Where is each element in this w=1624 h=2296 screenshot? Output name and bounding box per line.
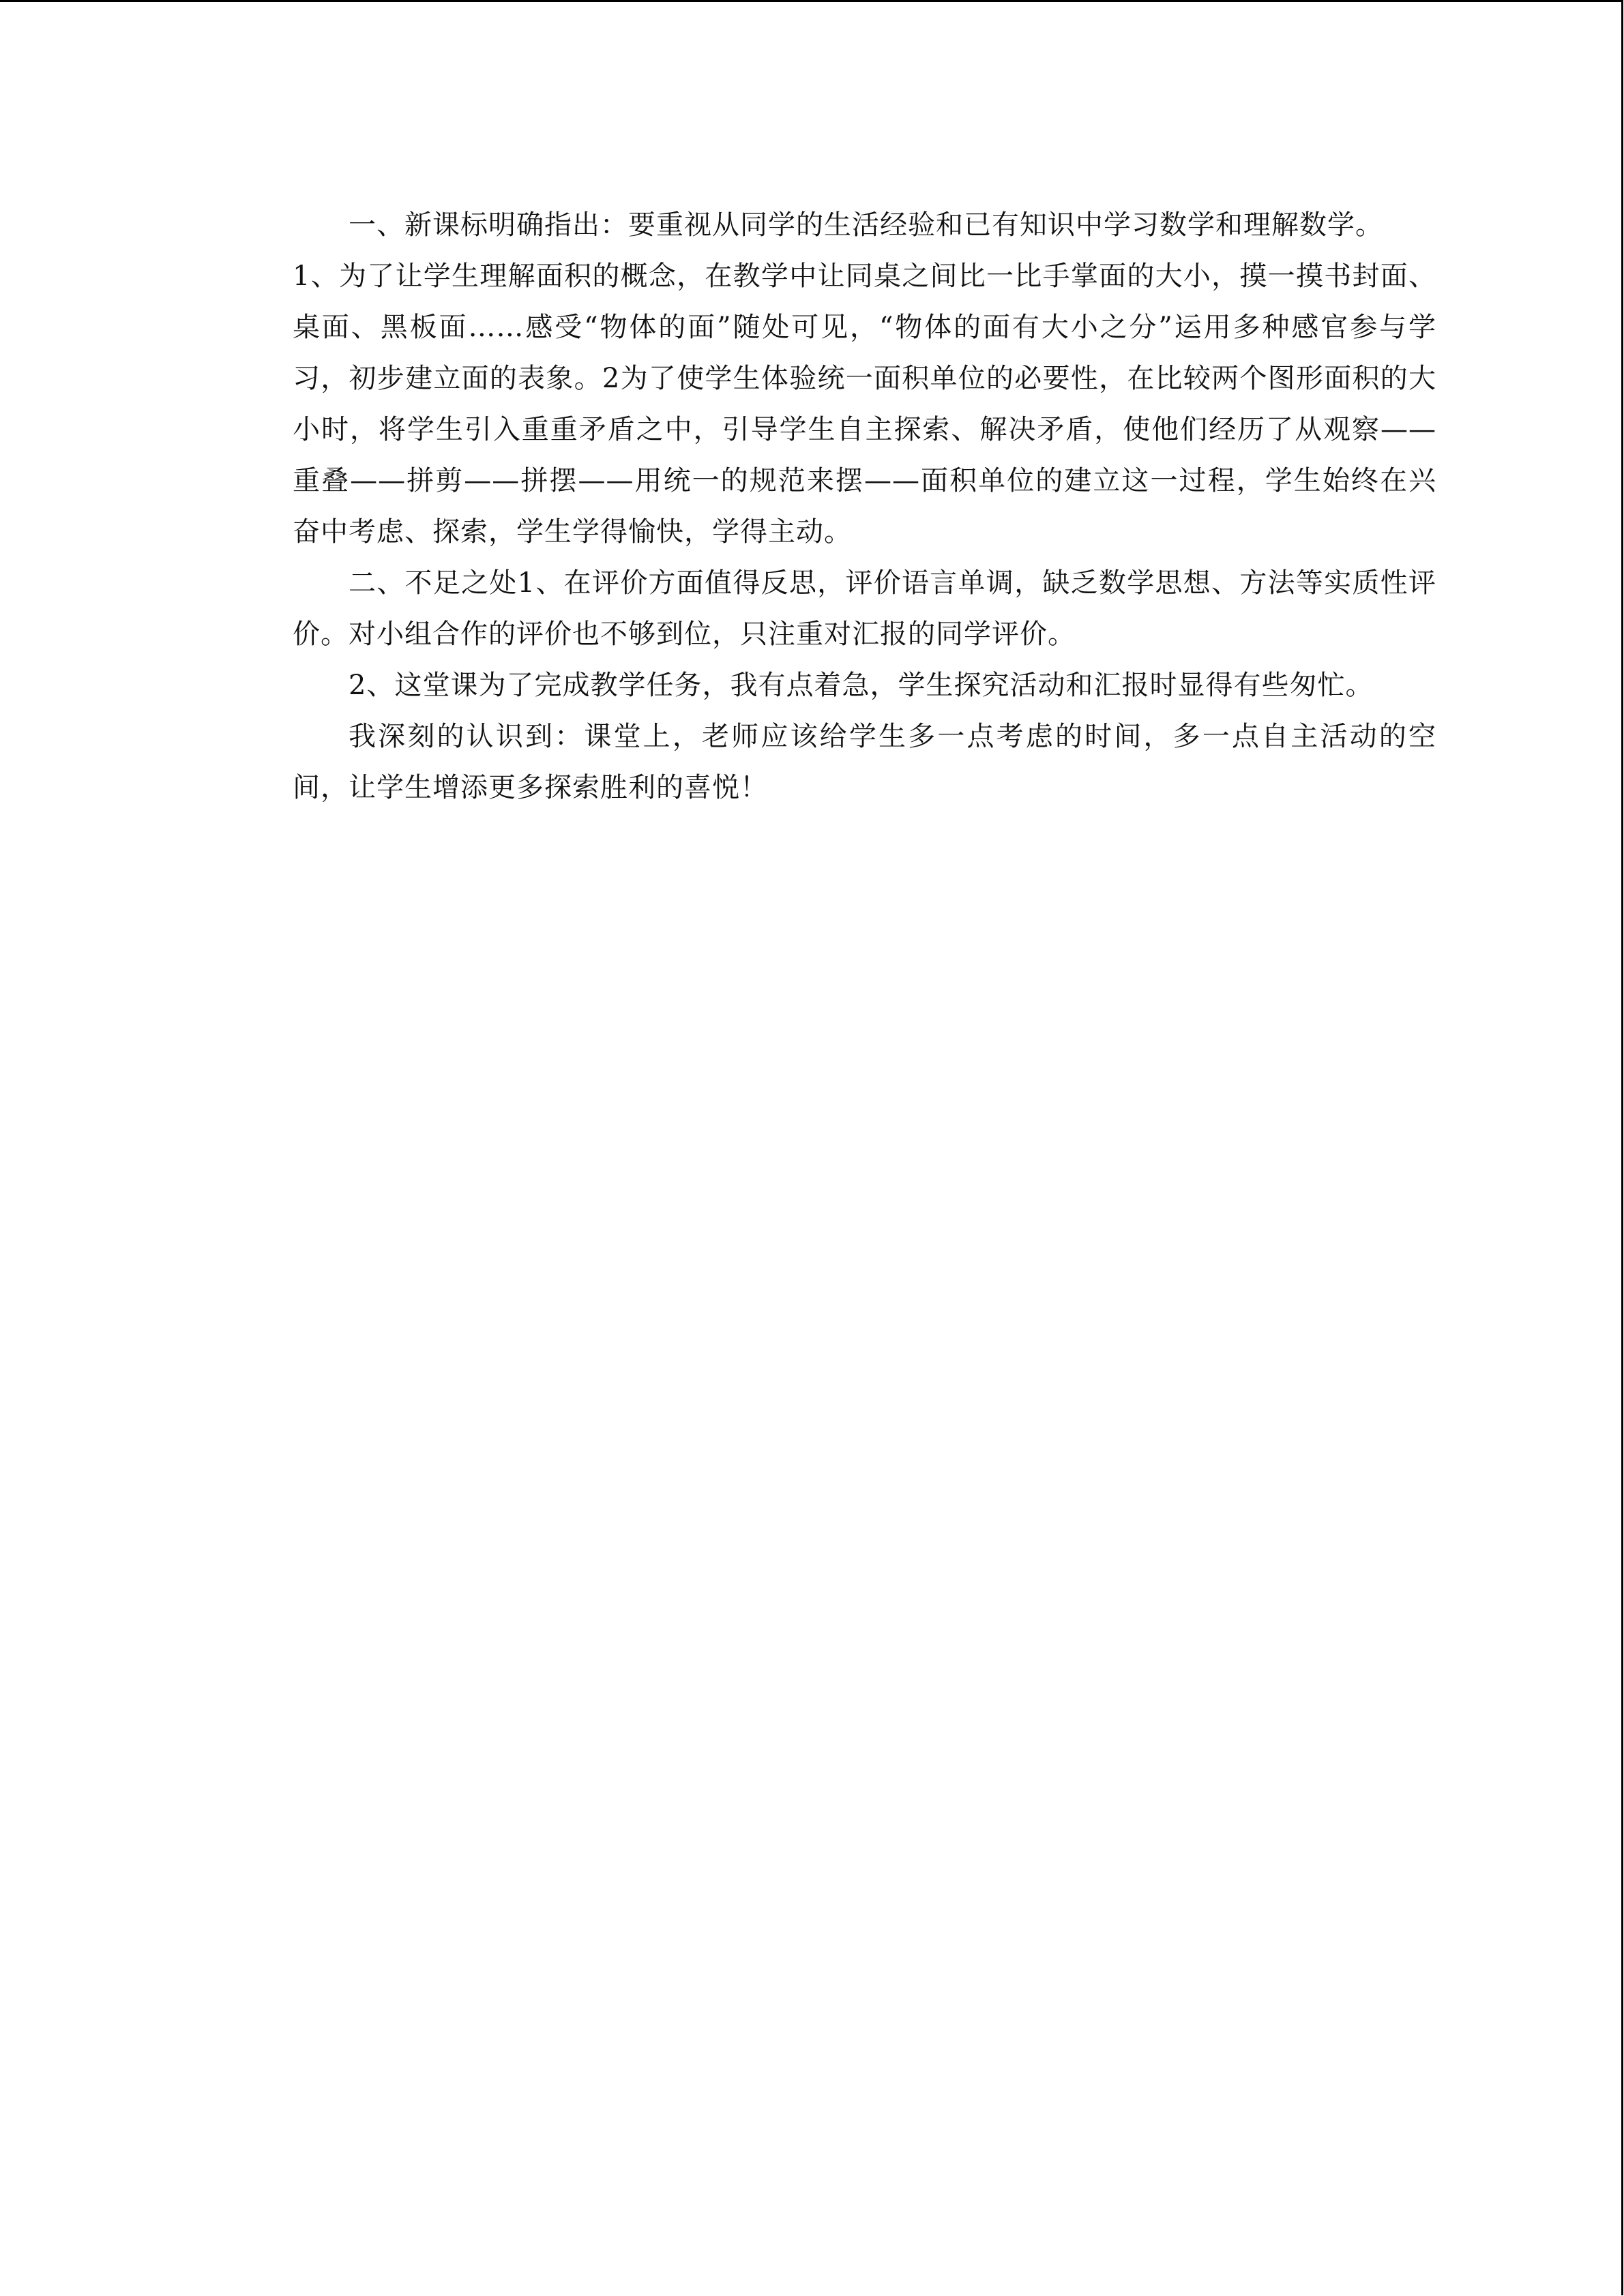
paragraph-conclusion: 我深刻的认识到：课堂上，老师应该给学生多一点考虑的时间，多一点自主活动的空间，让学生增添更多探索胜利的喜悦！ [293,721,1436,803]
paragraph-curriculum-standard: 一、新课标明确指出：要重视从同学的生活经验和已有知识中学习数学和理解数学。 [349,209,1383,241]
paragraph-teaching-process: 1、为了让学生理解面积的概念，在教学中让同桌之间比一比手掌面的大小，摸一摸书封面、桌面、黑板面……感受“物体的面”随处可见，“物体的面有大小之分”运用多种感官参与学习，初步建立面的表象。2为了使学生体验统一面积单位的必要性，在比较两个图形面积的大小时，将学生引入重重矛盾之中，引导学生自主探索、解决矛盾，使他们经历了从观察——重叠——拼剪——拼摆——用统一的规范来摆——面积单位的建立这一过程，学生始终在兴奋中考虑、探索，学生学得愉快，学得主动。 [293,260,1436,548]
paragraph-time-pressure: 2、这堂课为了完成教学任务，我有点着急，学生探究活动和汇报时显得有些匆忙。 [349,670,1374,701]
paragraph-shortcomings: 二、不足之处1、在评价方面值得反思，评价语言单调，缺乏数学思想、方法等实质性评价。对小组合作的评价也不够到位，只注重对汇报的同学评价。 [293,567,1436,650]
document-body [293,200,1436,814]
